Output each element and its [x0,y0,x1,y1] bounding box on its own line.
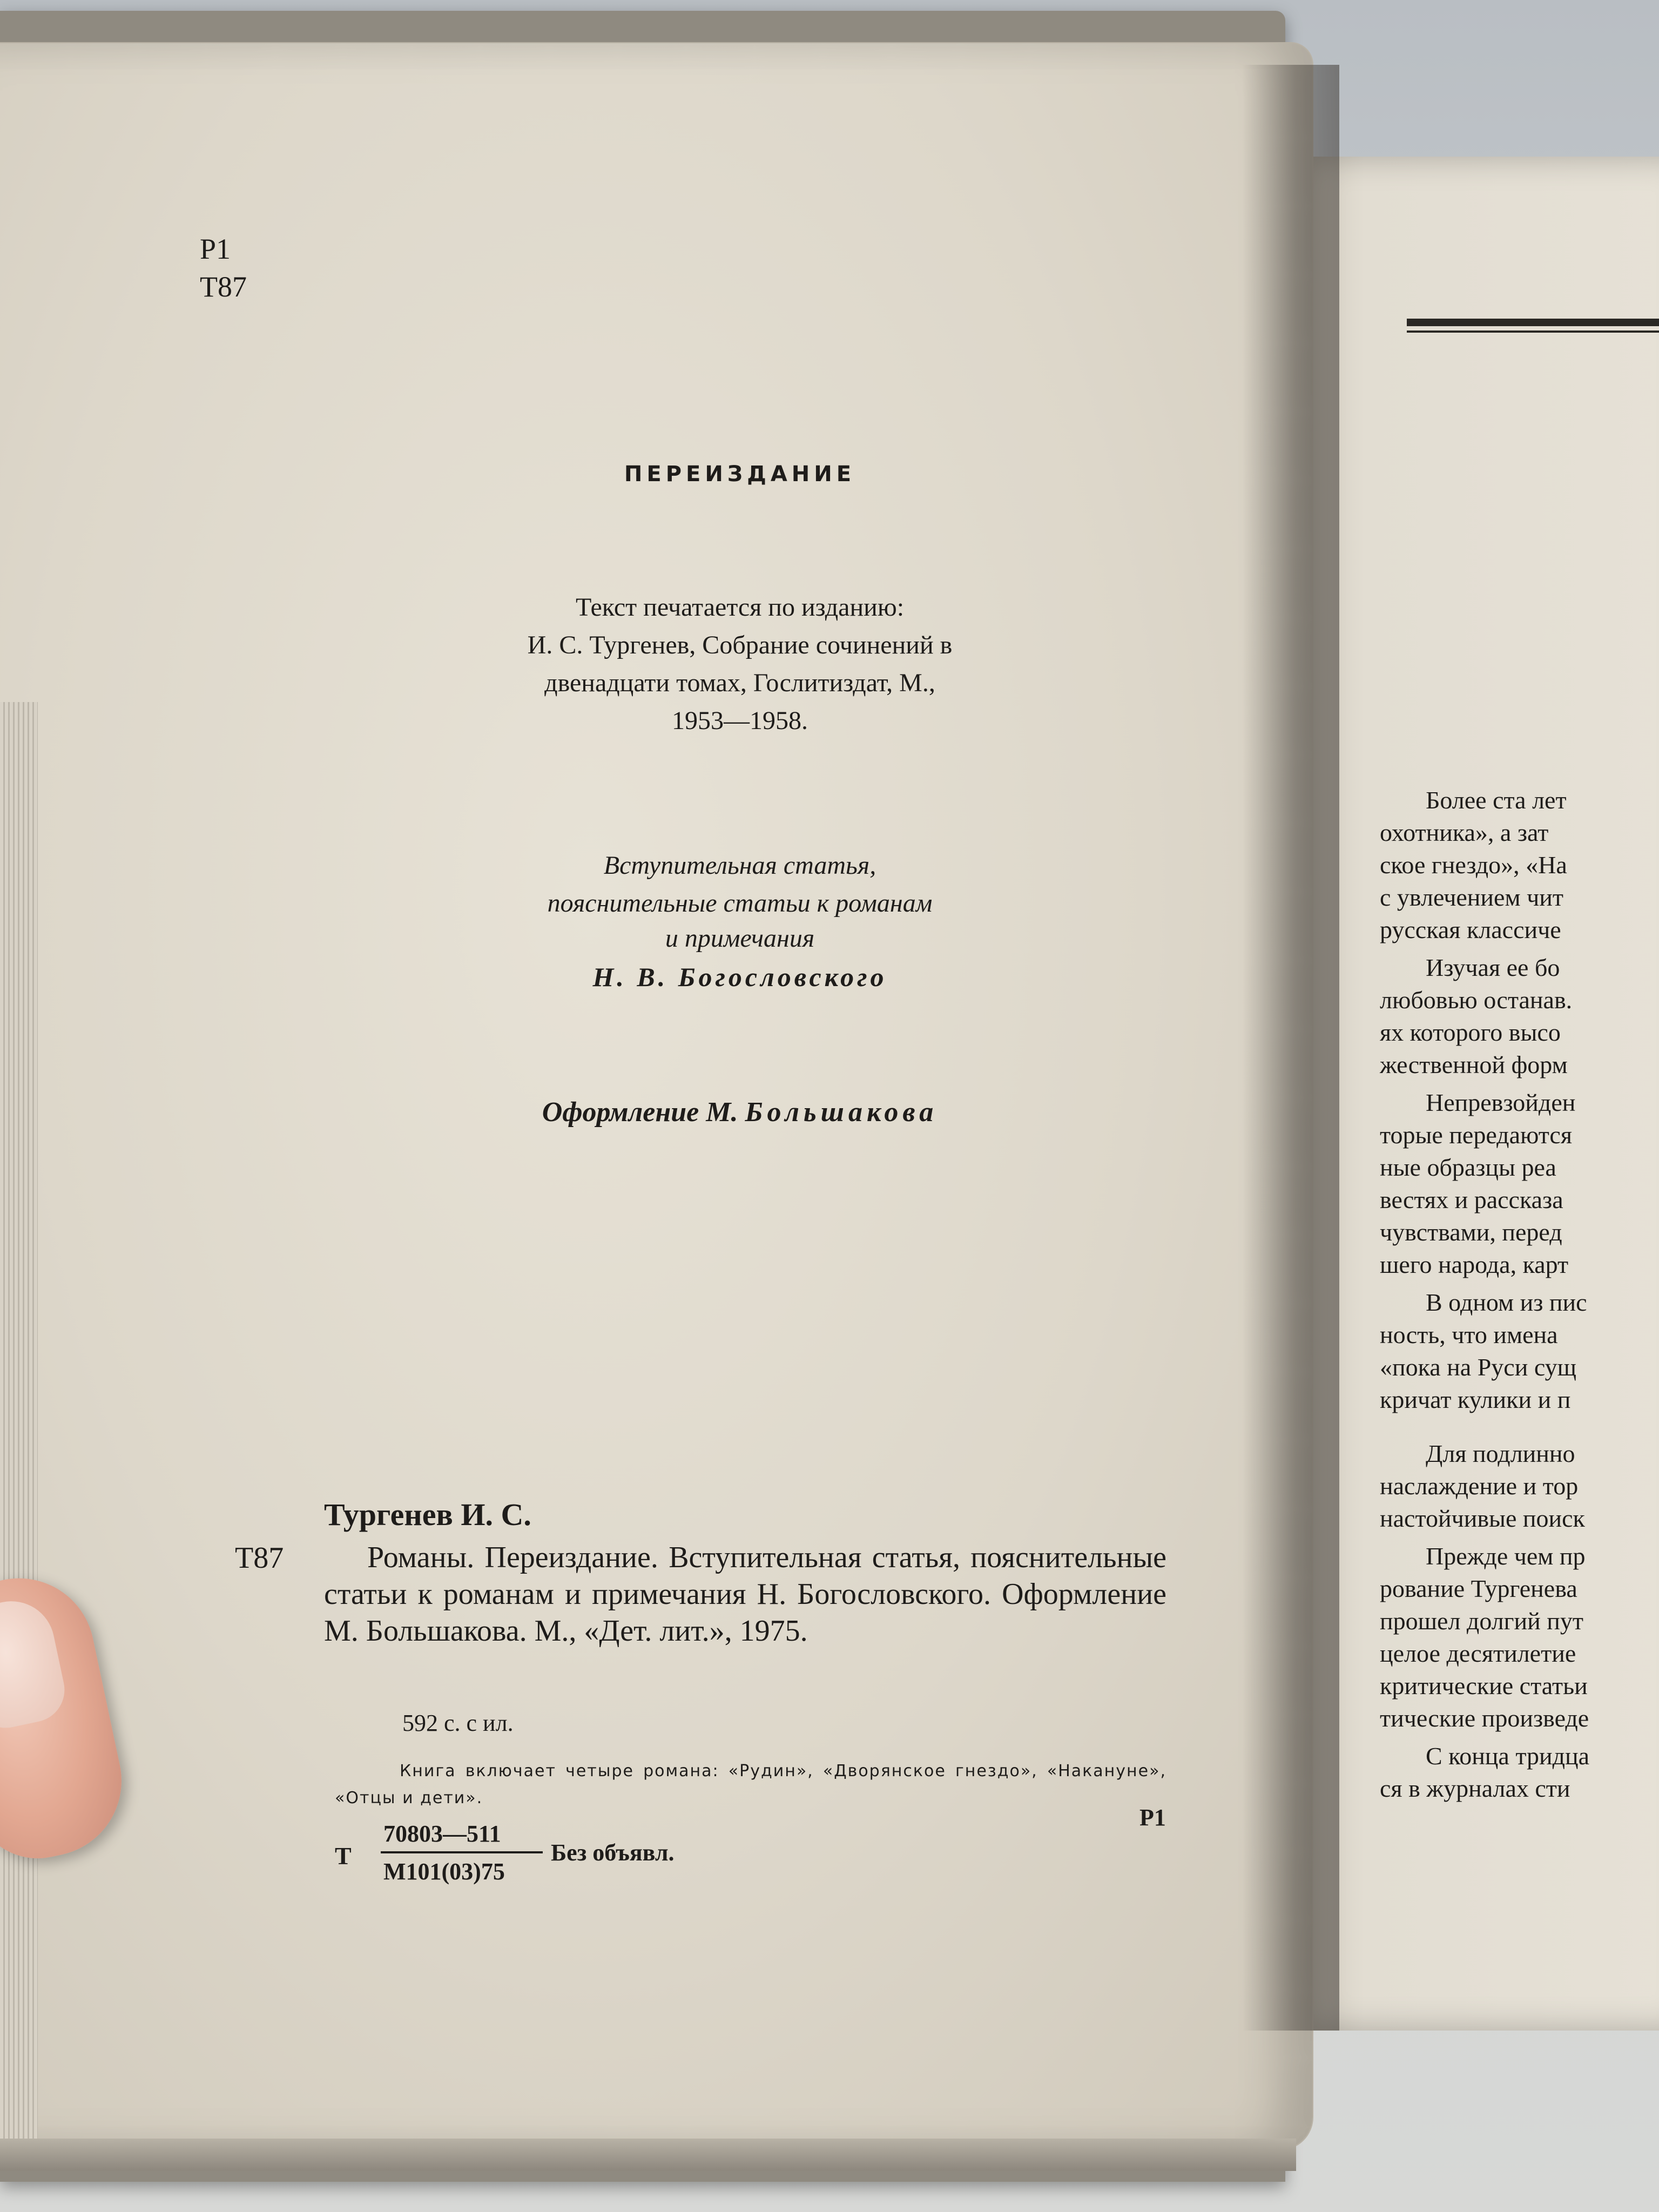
book-bottom-edge [0,2139,1296,2171]
thumbnail-nail [0,1593,71,1734]
design-credit-prefix: Оформление М. [542,1097,738,1128]
right-page-line: любовью останав. [1380,986,1573,1014]
intro-author: Н. В. Богословского [592,962,887,992]
reissue-heading: ПЕРЕИЗДАНИЕ [624,462,856,487]
source-line-1: Текст печатается по изданию: [575,593,905,622]
intro-line-1: Вступительная статья, [603,851,876,880]
card-contents-note: Книга включает четыре романа: «Рудин», «Дворянское гнездо», «Накануне», «Отцы и дети». [335,1762,1166,1808]
card-author: Тургенев И. С. [324,1497,531,1532]
page-stack-edge [0,702,38,2160]
card-description [324,1539,1166,1649]
right-page-header-rule-thin [1407,331,1659,333]
right-page-line: В одном из пис [1426,1289,1587,1316]
right-page-line: настойчивые поиск [1380,1505,1585,1532]
card-index-letter: Т [335,1842,352,1870]
right-page-line: Более ста лет [1426,786,1567,814]
card-fraction-denominator: М101(03)75 [383,1858,505,1885]
right-page-line: критические статьи [1380,1672,1588,1700]
right-page-line: прошел долгий пут [1380,1607,1583,1635]
right-page-line: ные образцы реа [1380,1154,1556,1181]
right-page-line: торые передаются [1380,1121,1572,1149]
book-gutter-shadow [1242,65,1339,2031]
right-page-line: Прежде чем пр [1426,1542,1586,1570]
intro-line-3: и примечания [665,924,815,953]
right-page-line: кричат кулики и п [1380,1386,1571,1413]
right-page-line: жественной форм [1380,1051,1568,1078]
source-line-3: двенадцати томах, Гослитиздат, М., [544,669,935,697]
right-page-header-rule [1407,319,1659,326]
right-page-line: С конца тридца [1426,1742,1590,1770]
source-line-4: 1953—1958. [672,706,808,735]
right-page-line: Для подлинно [1426,1440,1575,1467]
right-page-line: целое десятилетие [1380,1640,1576,1667]
right-page-line: ность, что имена [1380,1321,1558,1348]
right-page-line: шего народа, карт [1380,1251,1569,1278]
right-page-line: «пока на Руси сущ [1380,1353,1577,1381]
right-page-line: ское гнездо», «На [1380,851,1567,879]
right-page-line: рование Тургенева [1380,1575,1577,1602]
right-page-line: ях которого высо [1380,1019,1561,1046]
right-page-line: чувствами, перед [1380,1218,1562,1246]
card-description-text: Романы. Переиздание. Вступительная статья, пояснительные статьи к романам и примечания Н. Богословского. Оформление М. Большакова. М., «Дет. лит.», 1975. [324,1541,1166,1648]
card-fraction-line [381,1851,543,1853]
index-code-2: Т87 [200,271,247,303]
right-page-line: тические произведе [1380,1704,1589,1732]
right-page-line: Непревзойден [1426,1089,1576,1116]
source-line-2: И. С. Тургенев, Собрание сочинений в [527,631,953,659]
intro-line-2: пояснительные статьи к романам [547,889,933,918]
card-class-code: Р1 [1139,1804,1166,1831]
card-shelf-code: Т87 [235,1541,284,1575]
right-page-line: вестях и рассказа [1380,1186,1563,1213]
right-page-line: русская классиче [1380,916,1561,943]
design-credit-name: Большакова [745,1097,938,1128]
right-page-line: наслаждение и тор [1380,1472,1579,1500]
index-code-1: Р1 [200,233,231,265]
right-page-line: ся в журналах сти [1380,1775,1570,1802]
right-page-line: с увлечением чит [1380,884,1563,911]
right-page-line: Изучая ее бо [1426,954,1560,981]
design-credit [0,1096,1480,1128]
card-price-note: Без объявл. [551,1839,675,1866]
right-page-line: охотника», а зат [1380,819,1549,846]
card-fraction-numerator: 70803—511 [383,1820,501,1847]
card-pages: 592 с. с ил. [402,1710,514,1736]
